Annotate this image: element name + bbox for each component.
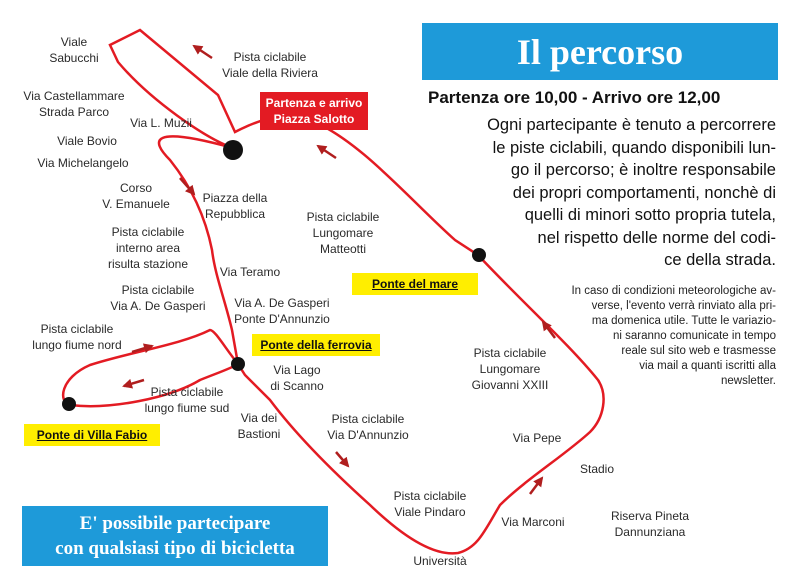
label-pista-dannunzio: Pista ciclabile Via D'Annunzio	[327, 412, 409, 442]
direction-arrow	[318, 146, 336, 158]
start-finish-label: Partenza e arrivo Piazza Salotto	[260, 92, 368, 130]
label-via-marconi: Via Marconi	[501, 515, 565, 529]
page-title: Il percorso	[516, 31, 684, 72]
weather-notice-line: ni saranno comunicate in tempo	[612, 330, 776, 342]
weather-notice-line: ma domenica utile. Tutte le variazio-	[591, 315, 776, 327]
label-via-michelangelo: Via Michelangelo	[37, 156, 129, 170]
direction-arrow	[336, 452, 348, 466]
weather-notice-line: via mail a quanti iscritti alla	[639, 360, 776, 372]
label-corso-emanuele: Corso V. Emanuele	[102, 181, 170, 211]
label-universita: Università	[413, 554, 467, 568]
rules-text-line: quelli di minori sotto propria tutela,	[524, 206, 776, 224]
title-banner	[422, 23, 778, 80]
rules-text-line: dei propri comportamenti, nonchè di	[512, 183, 776, 202]
label-via-castellammare: Via Castellammare Strada Parco	[23, 89, 125, 119]
label-pista-stazione: Pista ciclabile interno area risulta stazione	[107, 225, 189, 271]
label-via-muzii: Via L. Muzii	[130, 116, 192, 130]
label-via-lago-scanno: Via Lago di Scanno	[270, 363, 324, 393]
rules-text-line: ce della strada.	[664, 251, 776, 269]
rules-text-line: go il percorso; è inoltre responsabile	[510, 161, 776, 179]
label-pista-giovanni: Pista ciclabile Lungomare Giovanni XXIII	[471, 346, 549, 392]
label-pista-matteotti: Pista ciclabile Lungomare Matteotti	[306, 210, 380, 256]
label-via-pepe: Via Pepe	[512, 431, 562, 445]
label-viale-sabucchi: Viale Sabucchi	[49, 35, 99, 65]
label-riserva-pineta: Riserva Pineta Dannunziana	[610, 509, 690, 539]
direction-arrow	[530, 478, 542, 494]
label-pista-fiume-sud: Pista ciclabile lungo fiume sud	[144, 385, 230, 415]
rules-text-line: le piste ciclabili, quando disponibili lun-	[492, 138, 776, 157]
label-pista-riviera: Pista ciclabile Viale della Riviera	[222, 50, 318, 80]
start-finish-node	[223, 140, 243, 160]
label-viale-bovio: Viale Bovio	[57, 134, 117, 148]
label-pista-degasperi: Pista ciclabile Via A. De Gasperi	[110, 283, 206, 313]
weather-notice-line: verse, l'evento verrà rinviato alla pri-	[591, 300, 776, 312]
label-pista-pindaro: Pista ciclabile Viale Pindaro	[393, 489, 467, 519]
bicycle-banner: E' possibile partecipare con qualsiasi tipo di bicicletta	[22, 506, 328, 566]
label-via-bastioni: Via dei Bastioni	[237, 411, 281, 441]
weather-notice	[528, 284, 776, 389]
rules-text	[424, 114, 776, 272]
ponte-ferrovia-label: Ponte della ferrovia	[252, 334, 380, 356]
rules-text-line: Ogni partecipante è tenuto a percorrere	[487, 116, 776, 134]
ponte-mare-label: Ponte del mare	[352, 273, 478, 295]
label-piazza-repubblica: Piazza della Repubblica	[202, 191, 268, 221]
weather-notice-line: In caso di condizioni meteorologiche av-	[571, 285, 776, 297]
ponte-villa-fabio-label: Ponte di Villa Fabio	[24, 424, 160, 446]
label-stadio: Stadio	[579, 462, 615, 476]
label-pista-fiume-nord: Pista ciclabile lungo fiume nord	[32, 322, 122, 352]
rules-text-line: nel rispetto delle norme del codi-	[537, 228, 776, 247]
label-via-degasperi-ponte: Via A. De Gasperi Ponte D'Annunzio	[234, 296, 330, 326]
label-via-teramo: Via Teramo	[219, 265, 281, 279]
start-end-times: Partenza ore 10,00 - Arrivo ore 12,00	[428, 88, 721, 107]
weather-notice-line: newsletter.	[721, 375, 776, 387]
weather-notice-line: reale sul sito web e trasmesse	[621, 345, 776, 357]
ponte-villa-fabio-node	[62, 397, 76, 411]
ponte-ferrovia-node	[231, 357, 245, 371]
